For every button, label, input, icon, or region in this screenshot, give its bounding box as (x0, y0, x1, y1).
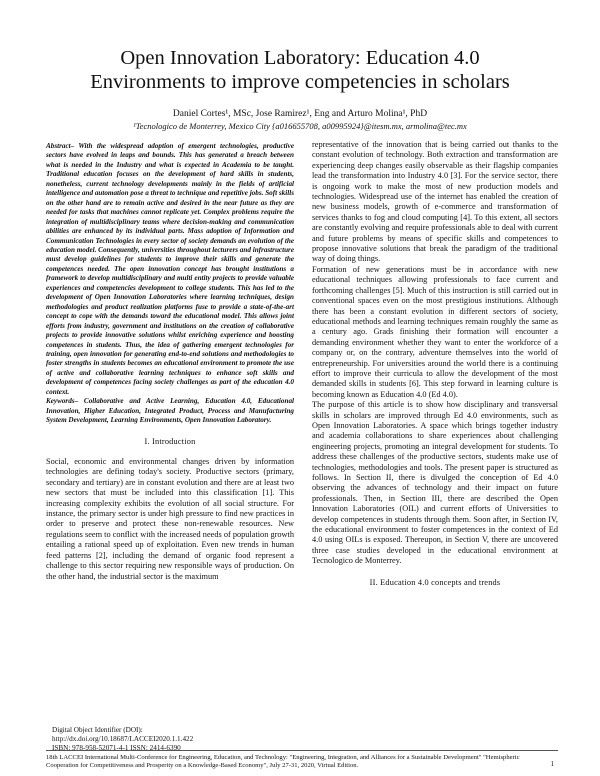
intro-paragraph: Social, economic and environmental changes driven by information technologies are defining today's society. Productive sectors (primary, secondary and tertiary) are in constant evolution and there are at least two new sectors that must be included into this classification [1]. This increasing complexity exhibits the evolution of all social structure. For instance, the primary sector is under high pressure to find new practices in order to preserve and protect these non-renewable resources. New regulations seem to conflict with the increased needs of population growth entailing a rational speed up of exploitation. Even new trends in human feed patterns [2], including the demand of organic food represent a challenge to this sector requiring new responsible ways of production. On the other hand, the industrial sector is the maximum (46, 457, 294, 581)
email-link[interactable]: armolina@tec.mx (405, 121, 467, 131)
doi-url[interactable]: http://dx.doi.org/10.18687/LACCEI2020.1.1.422 (52, 735, 194, 743)
footer-rule (46, 750, 558, 751)
right-paragraph-2: Formation of new generations must be in accordance with new educational techniques allowing professionals to face current and forthcoming challenges [5]. Much of this instruction is still carried out in conventional spaces even on the most prestigious institutions. Although there has been a constant evolution in different sectors of society, educational methods and learning techniques remain roughly the same as a century ago. Grads finishing their formation will encounter a demanding environment whether they want to enter the workforce of a company or, on the contrary, adventure themselves into the world of entrepreneurship. For universities around the world there is a continuing effort to improve their curricula to allow the development of the most demanded skills in students [6]. This step forward in learning culture is becoming known as Education 4.0 (Ed 4.0). (312, 264, 558, 399)
section-heading-education-4: II. Education 4.0 concepts and trends (369, 577, 501, 587)
title-line-1: Open Innovation Laboratory: Education 4.0 (120, 47, 480, 69)
affiliation (0, 121, 600, 132)
page-number: 1 (550, 760, 554, 768)
doi-label: Digital Object Identifier (DOI): (52, 726, 143, 734)
paper-title (0, 46, 600, 94)
title-line-2: Environments to improve competencies in scholars (90, 71, 510, 93)
keywords: Keywords– Collaborative and Active Learning, Education 4.0, Educational Innovation, Higher Education, Integrated Product, Process and Manufacturing System Development, Learning Environments, Open Innovation Laboratory. (46, 397, 294, 425)
abstract: Abstract– With the widespread adoption of emergent technologies, productive sectors have evolved in leaps and bounds. This has generated a breach between what is needed in the Industry and what is expected in Academia to be taught. Traditional education focuses on the development of hard skills in students, nonetheless, current technology developments mainly in the fields of artificial intelligence and automation pose a threat to technique and repetitive jobs. Soft skills on the other hand are to remain active and desired in the near future as they are needed for tasks that machines cannot replicate yet. Complex problems require the integration of multidisciplinary teams where decision-making and communication abilities are enhanced by its individual parts. Mass adoption of Information and Communication Technologies in every sector of society demands an evolution of the education model. Consequently, universities throughout lecturers and infrastructure must develop guidelines for students to improve their skills and generate the competences needed. The open innovation concept has brought institutions a framework to develop multidisciplinary and multi entity projects to provide valuable experiences and competencies development to college students. This has led to the development of Open Innovation Laboratories where learning techniques, design methodologies and product realization platforms fuse to provide a state-of-the-art concept to cope with the demands toward the educational model. This allows joint efforts from industry, government and institutions on the creation of collaborative projects to provide innovative solutions whilst enriching experience and boosting competences in students. Thus, the idea of gathering emergent technologies for training, open innovation for generating end-to-end solutions and methodologies to foster strengths in students becomes an educational environment to promote the use of active and collaborative learning techniques to enhance soft skills and development of competences facing society challenges as part of the education 4.0 context. (46, 142, 294, 396)
affiliation-emails: a016655708, a00995924}@itesm.mx, (275, 121, 404, 131)
left-column (46, 142, 294, 582)
right-paragraph-3: The purpose of this article is to show how disciplinary and transversal skills in scholars are improved through Ed 4.0 environments, such as Open Innovation Laboratories. A space which brings together industry and academia collaborations to share experiences about challenging engineering projects, promoting an integral development for students. To address these challenges of the productive sectors, students make use of technologies, methodologies and tools. The present paper is structured as follows. In Section II, there is divulged the conception of Ed 4.0 observing the advances of technology and their impact on future professionals. Then, in Section III, there are described the Open Innovation Laboratories (OIL) and current efforts of Universities to develop competences in students through them. Soon after, in Section IV, the educational environment to foster competences in the context of Ed 4.0 using OILs is exposed. Thereupon, in Section V, there are uncovered three case studies developed in the educational environment at Tecnologico de Monterrey. (312, 400, 558, 566)
isbn-issn: ISBN: 978-958-52071-4-1 ISSN: 2414-6390 (52, 744, 181, 752)
affiliation-prefix: ¹Tecnologico de Monterrey, Mexico City { (133, 121, 276, 131)
doi-block (52, 726, 193, 753)
right-paragraph-1: representative of the innovation that is being carried out thanks to the constant evolution of technology. Both extraction and transformation are experiencing deep changes easily observable as their flagship companies lead the transformation into Industry 4.0 [3]. For the service sector, there is ongoing work to make the most of new production models and technologies. Widespread use of the internet has enabled the creation of new business models, growth of e-commerce and transformation of services thanks to fog and cloud computing [4]. To this extent, all sectors are constantly evolving and require professionals able to deal with current and future problems by means of specific skills and competences to propose innovative solutions that break the paradigm of the traditional way of doing things. (312, 140, 558, 264)
authors: Daniel Cortes¹, MSc, Jose Ramirez¹, Eng and Arturo Molina¹, PhD (172, 109, 428, 119)
section-heading-introduction: I. Introduction (144, 436, 196, 446)
right-column (312, 140, 558, 598)
conference-footer: 18th LACCEI International Multi-Conference for Engineering, Education, and Technology: "Engineering, Integration, and Alliances for a Sustainable Development" "Hemispheric Cooperation for Competitiveness and Prosperity on a Knowledge-Based Economy", July 27-31, 2020, Virtual Edition. (46, 754, 520, 769)
